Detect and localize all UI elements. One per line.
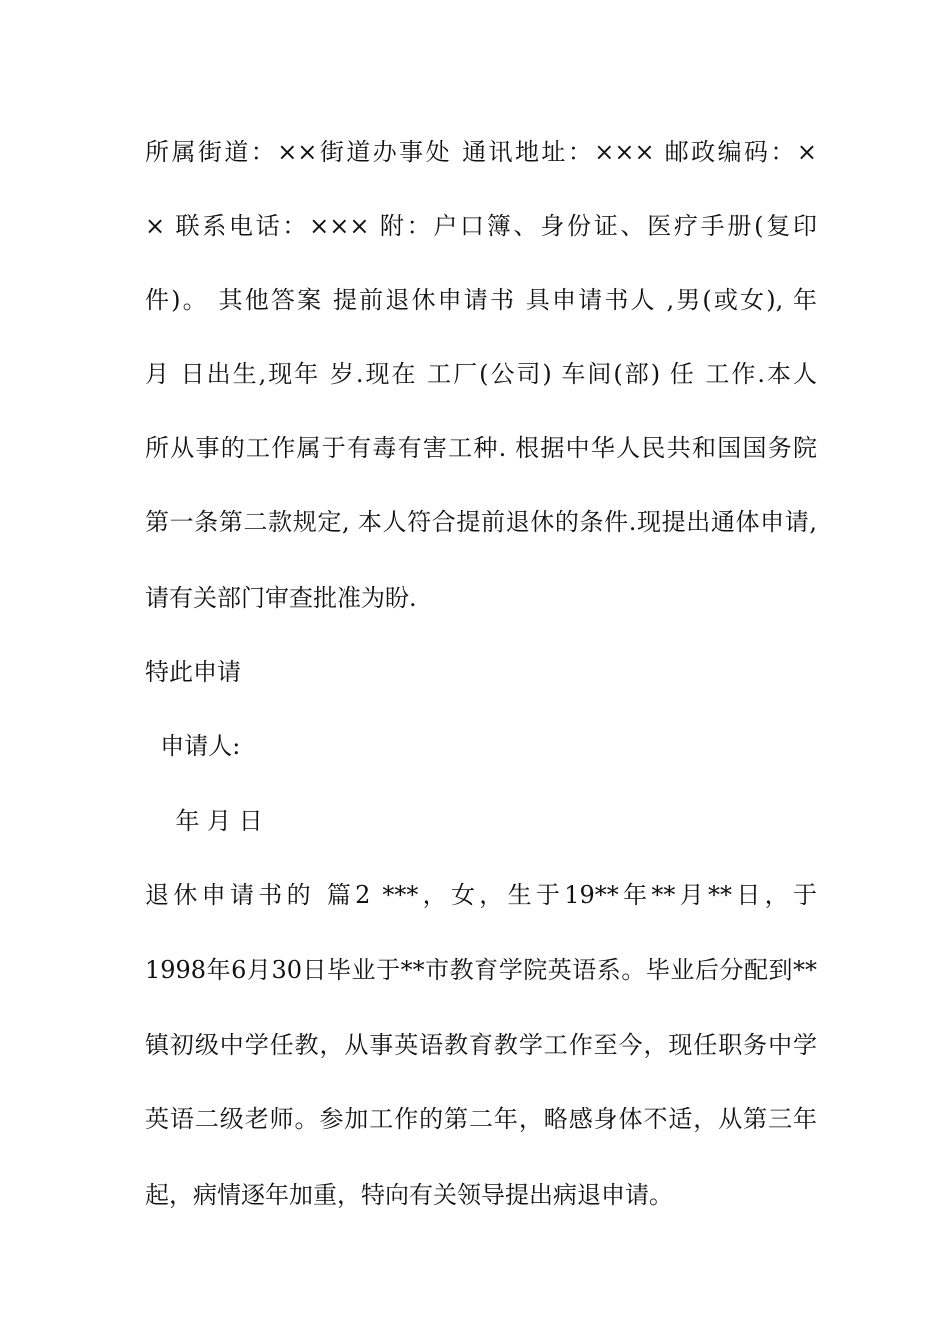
text-line: 件)。 其他答案 提前退休申请书 具申请书人 ,男(或女), 年 — [145, 286, 817, 314]
text-line: 所属街道：××街道办事处 通讯地址：××× 邮政编码：× — [145, 138, 817, 166]
text-line: 特此申请 — [145, 658, 241, 686]
text-line: 请有关部门审查批准为盼. — [145, 584, 417, 612]
date-line: 年 月 日 — [145, 807, 263, 835]
text-line: × 联系电话：××× 附：户口簿、身份证、医疗手册(复印 — [145, 212, 817, 240]
text-line: 月 日出生,现年 岁.现在 工厂(公司) 车间(部) 任 工作.本人 — [145, 360, 817, 388]
text-line: 镇初级中学任教，从事英语教育教学工作至今，现任职务中学 — [145, 1031, 817, 1059]
text-line: 第一条第二款规定, 本人符合提前退休的条件.现提出通体申请, — [145, 508, 817, 536]
signature-label: 申请人: — [145, 732, 241, 760]
text-line: 起，病情逐年加重，特向有关领导提出病退申请。 — [145, 1181, 673, 1209]
text-line: 英语二级老师。参加工作的第二年，略感身体不适，从第三年 — [145, 1105, 817, 1133]
text-line: 1998年6月30日毕业于**市教育学院英语系。毕业后分配到** — [145, 956, 817, 984]
text-line: 退休申请书的 篇2 ***，女，生于19**年**月**日，于 — [145, 881, 817, 909]
text-line: 所从事的工作属于有毒有害工种. 根据中华人民共和国国务院 — [145, 434, 817, 462]
